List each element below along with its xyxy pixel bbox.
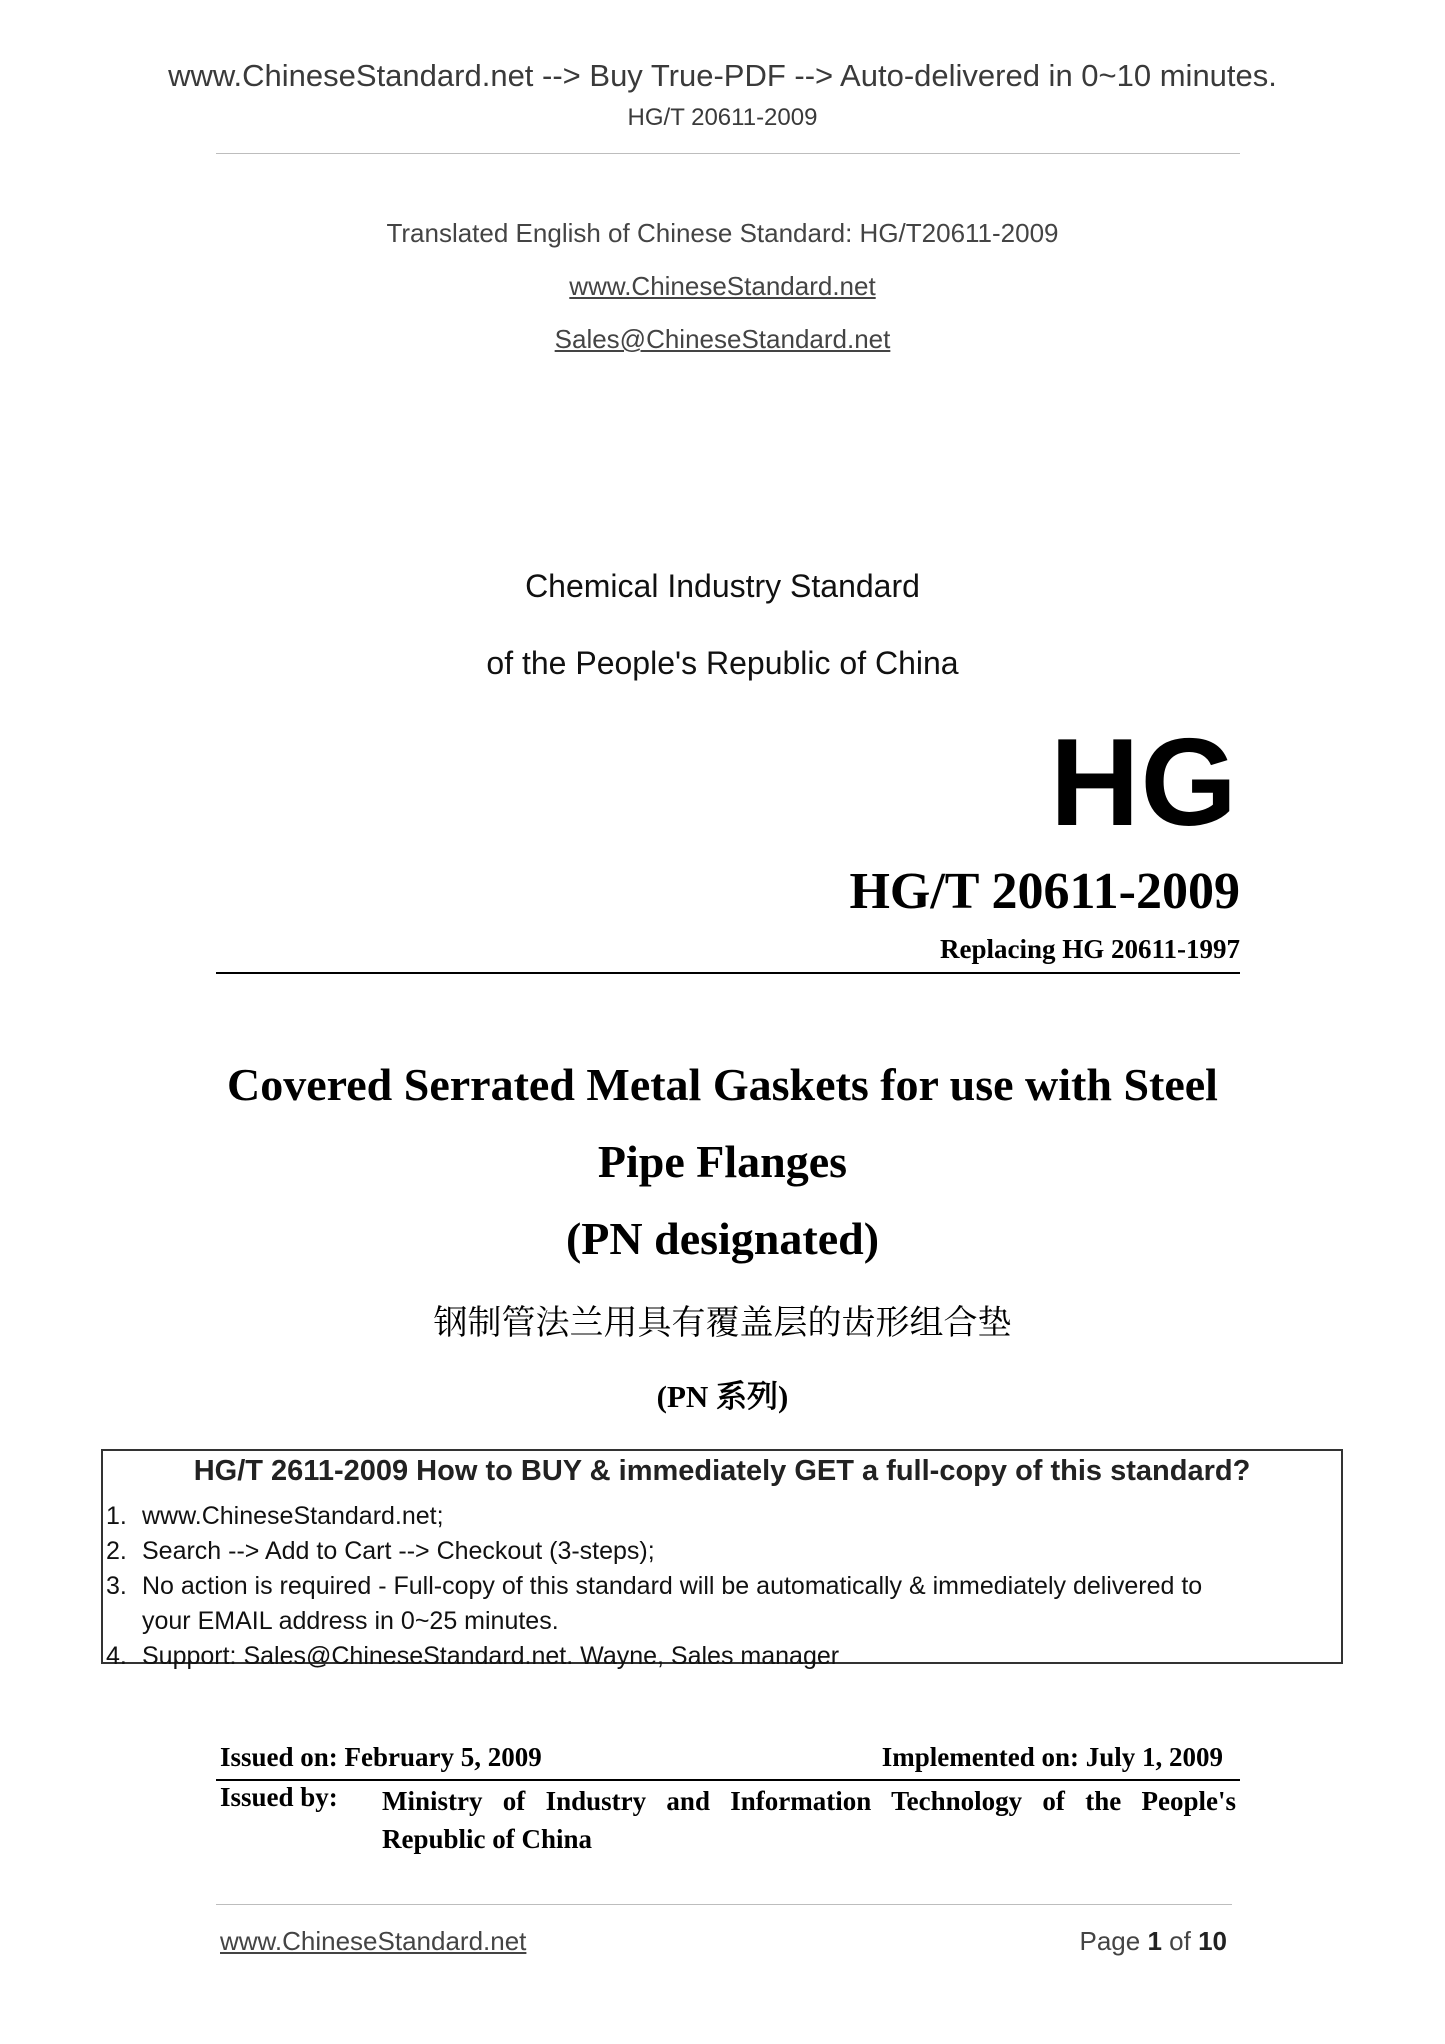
footer-divider: [216, 1904, 1232, 1905]
top-banner: www.ChineseStandard.net --> Buy True-PDF --> Auto-delivered in 0~10 minutes.: [168, 58, 1277, 93]
purchase-box: [101, 1449, 1343, 1670]
document-title-line3: (PN designated): [565, 1213, 880, 1264]
header-standard-code: HG/T 20611-2009: [627, 104, 818, 131]
page-indicator: [1079, 1926, 1227, 1957]
page-label: Page: [1079, 1926, 1141, 1956]
standard-number: HG/T 20611-2009: [849, 863, 1240, 920]
purchase-steps-list: [106, 1499, 1202, 1674]
chinese-title: 钢制管法兰用具有覆盖层的齿形组合垫: [433, 1305, 1012, 1342]
step-number: 2.: [106, 1537, 127, 1565]
issuing-authority: Ministry of Industry and Information Technology of the People's Republic of China: [382, 1786, 1236, 1854]
standard-category-line2: of the People's Republic of China: [486, 645, 959, 681]
email-link[interactable]: Sales@ChineseStandard.net: [554, 324, 891, 354]
total-page-number: 10: [1198, 1926, 1227, 1956]
current-page-number: 1: [1147, 1926, 1162, 1956]
step-number: 1.: [106, 1502, 127, 1530]
footer-site-link[interactable]: www.ChineseStandard.net: [220, 1926, 527, 1956]
purchase-step: [106, 1639, 1202, 1674]
chinese-series: (PN 系列): [656, 1379, 789, 1414]
step-text: Search --> Add to Cart --> Checkout (3-steps);: [142, 1537, 655, 1565]
page-of-label: of: [1169, 1926, 1191, 1956]
issue-divider: [216, 1779, 1240, 1781]
standard-category-line1: Chemical Industry Standard: [525, 568, 920, 604]
purchase-step-continuation: your EMAIL address in 0~25 minutes.: [142, 1607, 559, 1635]
standard-mark: HG: [1050, 714, 1238, 852]
issued-by-label: Issued by:: [220, 1782, 338, 1812]
step-text: No action is required - Full-copy of this standard will be automatically & immediately delivered to: [142, 1572, 1203, 1600]
title-divider: [216, 972, 1240, 974]
issued-on-date: Issued on: February 5, 2009: [220, 1742, 542, 1772]
purchase-box-title: HG/T 2611-2009 How to BUY & immediately GET a full-copy of this standard?: [193, 1455, 1251, 1487]
translated-note: Translated English of Chinese Standard: HG/T20611-2009: [386, 218, 1059, 248]
purchase-step: [106, 1569, 1202, 1604]
implemented-on-date: Implemented on: July 1, 2009: [881, 1742, 1223, 1772]
replacing-note: Replacing HG 20611-1997: [939, 934, 1240, 964]
purchase-step: [106, 1534, 1202, 1569]
header-divider: [216, 153, 1240, 154]
site-link[interactable]: www.ChineseStandard.net: [569, 271, 876, 301]
document-title-line1: Covered Serrated Metal Gaskets for use with Steel: [227, 1059, 1218, 1110]
purchase-step: [106, 1499, 1202, 1534]
step-number: 4.: [106, 1642, 127, 1670]
step-number: 3.: [106, 1572, 127, 1600]
document-title-line2: Pipe Flanges: [597, 1136, 848, 1187]
step-text: Support: Sales@ChineseStandard.net. Wayne, Sales manager: [142, 1642, 840, 1670]
step-text: www.ChineseStandard.net;: [142, 1502, 444, 1530]
